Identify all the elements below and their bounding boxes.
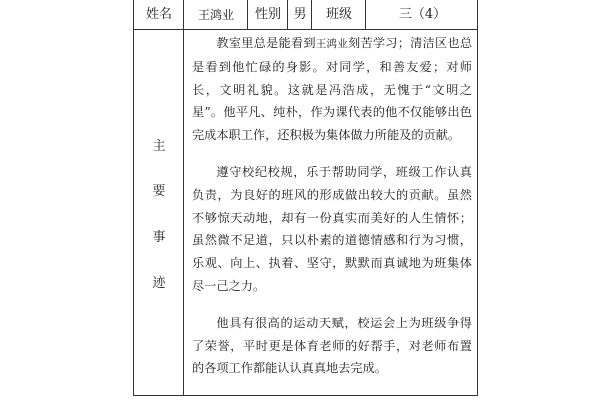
- side-label-char: 要: [152, 184, 166, 199]
- main-deeds-label: [134, 30, 184, 396]
- class-label: 班级: [325, 7, 352, 22]
- side-label-char: 事: [152, 230, 166, 245]
- gender-label: 性别: [254, 7, 281, 22]
- divider: [287, 0, 288, 30]
- gender-value: 男: [293, 7, 307, 22]
- inline-student-name: 王鸿业: [315, 38, 349, 50]
- paragraph-text: 教室里总是能看到: [216, 36, 316, 50]
- name-value: 王鸿业: [197, 8, 234, 22]
- paragraph-2: 遵守校纪校规，乐于帮助同学，班级工作认真负责，为良好的班风的形成做出较大的贡献。虽然不够惊天动地，却有一份真实而美好的人生情怀；虽然微不足道，只以朴素的道德情感和行为习惯，乐观、向上、执着、坚守，默默而真诚地为班集体尽一己之力。: [192, 164, 472, 293]
- deeds-content: [192, 32, 472, 394]
- header-row: [134, 0, 477, 30]
- side-label-char: 迹: [152, 276, 166, 291]
- student-record-table: [133, 0, 478, 396]
- side-label-char: 主: [152, 139, 166, 154]
- name-label: 姓名: [145, 7, 172, 22]
- paragraph-3: 他具有很高的运动天赋，校运会上为班级争得了荣誉，平时更是体育老师的好帮手，对老师布置的各项工作都能认认真真地去完成。: [192, 315, 472, 376]
- divider: [183, 0, 184, 30]
- paragraph-text: 刻苦学习；清洁区也总是看到他忙碌的身影。对同学，和善友爱；对师长，文明礼貌。这就是冯浩成，无愧于“文明之星”。他平凡、纯朴，作为课代表的他不仅能够出色完成本职工作，还积极为集体做力所能及的贡献。: [192, 36, 473, 143]
- class-value: 三（4）: [398, 7, 447, 22]
- divider: [311, 0, 312, 30]
- divider: [247, 0, 248, 30]
- paragraph-1: [192, 32, 472, 147]
- divider: [365, 0, 366, 30]
